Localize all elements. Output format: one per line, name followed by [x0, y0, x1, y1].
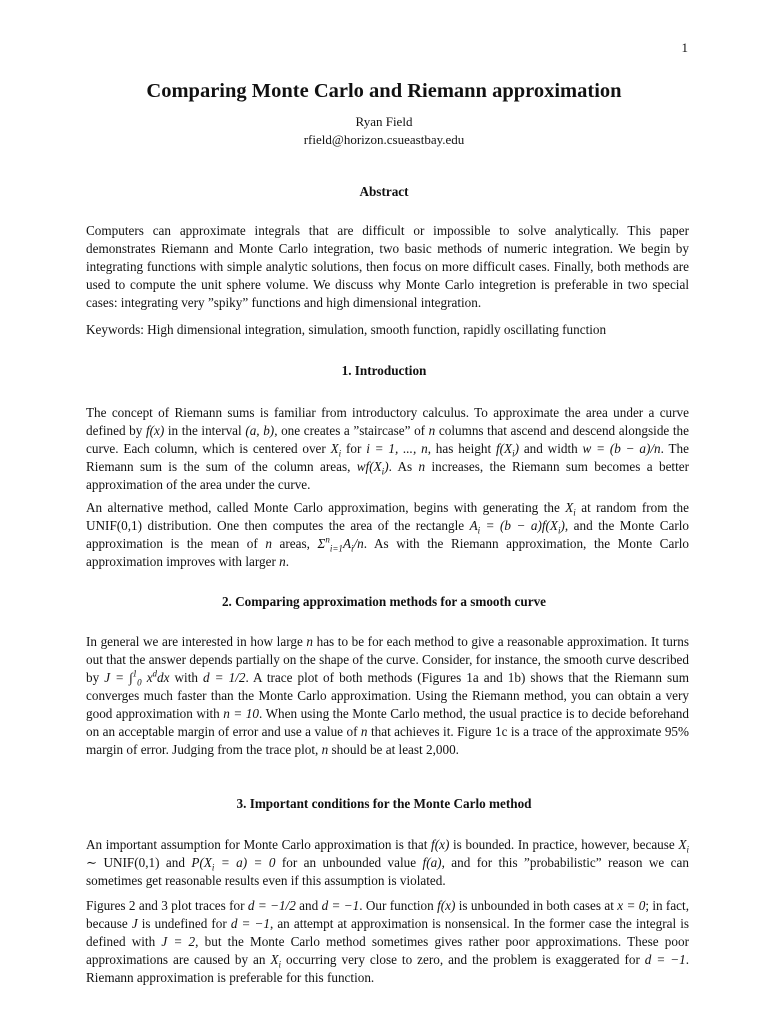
paper-title: Comparing Monte Carlo and Riemann approximation [146, 80, 622, 102]
smooth-curve-paragraph: In general we are interested in how large n has to be for each method to give a reasonable approximation. It turns out that the answer depends partially on the shape of the curve. Consider, for instance, the smooth curve described by J = ∫$^1_0$ $x^ddx$ with d = 1/2. A trace plot of both methods (Figures 1a and 1b) shows that the Riemann sum converges much faster than the Monte Carlo approximation. Using the Riemann method, you can obtain a very good approximation with n = 10. When using the Monte Carlo method, the usual practice is to decide beforehand on an acceptable margin of error and use a value of n that achieves it. Figure 1c is a trace of the approximate 95% margin of error. Judging from the trace plot, n should be at least 2,000. [86, 634, 689, 757]
abstract-text: Computers can approximate integrals that are difficult or impossible to solve analytically. This paper demonstrates Riemann and Monte Carlo integration, two basic methods of numeric integration. We begin by integrating functions with simple analytic solutions, then focus on more difficult cases. Finally, both methods are used to compute the unit sphere volume. We discuss why Monte Carlo integretion is preferable in two special cases: integrating very ”spiky” functions and high dimensional integration. [86, 223, 689, 310]
section-3-heading: 3. Important conditions for the Monte Carlo method [236, 796, 532, 811]
intro-paragraph-2: An alternative method, called Monte Carlo approximation, begins with generating the $X_i$ at random from the UNIF(0,1) distribution. One then computes the area of the rectangle $A_i = (b - a)f(X_i)$, and the Monte Carlo approximation is the mean of n areas, $\Sigma^n_{i=1}A_i/n$. As with the Riemann approximation, the Monte Carlo approximation improves with larger n. [86, 500, 689, 569]
section-1-heading: 1. Introduction [341, 363, 427, 378]
keywords: Keywords: High dimensional integration, simulation, smooth function, rapidly oscillating function [86, 322, 607, 337]
intro-paragraph-1: The concept of Riemann sums is familiar from introductory calculus. To approximate the area under a curve defined by f(x) in the interval (a, b), one creates a ”staircase” of n columns that ascend and descend alongside the curve. Each column, which is centered over $X_i$ for i = 1, ..., n, has height $f(X_i)$ and width w = (b − a)/n. The Riemann sum is the sum of the column areas, $wf(X_i)$. As n increases, the Riemann sum becomes a better approximation of the area under the curve. [86, 405, 689, 492]
author-email: rfield@horizon.csueastbay.edu [303, 132, 465, 147]
conditions-paragraph-1: An important assumption for Monte Carlo approximation is that f(x) is bounded. In practice, however, because $X_i$ ∼ UNIF(0,1) and $P(X_i = a) = 0$ for an unbounded value f(a), and for this ”probabilistic” reason we can sometimes get reasonable results even if this assumption is violated. [86, 837, 690, 888]
page-number: 1 [681, 40, 688, 55]
author-name: Ryan Field [355, 114, 413, 129]
abstract-heading: Abstract [359, 184, 409, 199]
conditions-paragraph-2: Figures 2 and 3 plot traces for d = −1/2 and d = −1. Our function f(x) is unbounded in both cases at x = 0; in fact, because J is undefined for d = −1, an attempt at approximation is nonsensical. In the former case the integral is defined with J = 2, but the Monte Carlo method sometimes gives rather poor approximations. These poor approximations are caused by an $X_i$ occurring very close to zero, and the problem is exaggerated for d = −1. Riemann approximation is preferable for this function. [86, 898, 690, 985]
section-2-heading: 2. Comparing approximation methods for a smooth curve [221, 594, 547, 609]
